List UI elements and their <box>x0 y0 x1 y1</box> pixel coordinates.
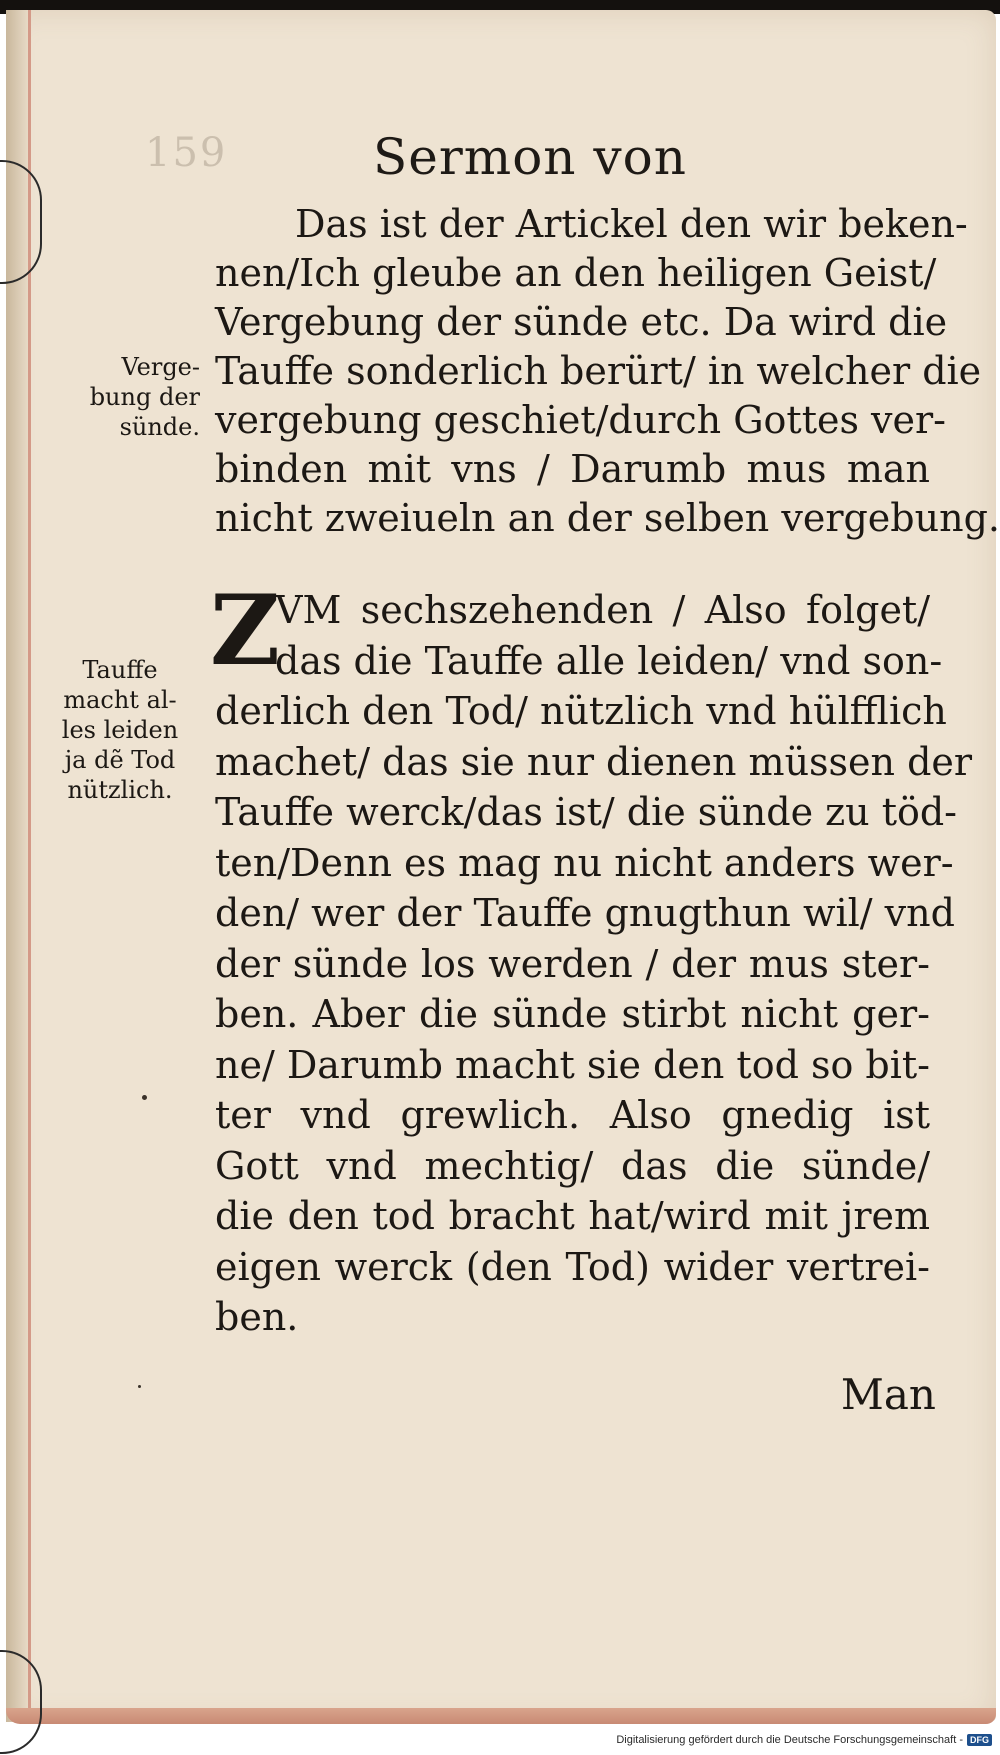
margin-note <box>50 352 200 442</box>
bleed-through-page-number: 159 <box>145 130 228 176</box>
paragraph <box>210 574 973 1343</box>
margin-note-line: Tauffe <box>82 656 158 684</box>
text-line: Tauffe sonderlich berürt/ in welcher die <box>215 349 982 393</box>
margin-note-line: les leiden <box>61 716 179 744</box>
margin-note-line: sünde. <box>119 413 200 441</box>
margin-note <box>45 655 195 805</box>
text-line: ben. <box>215 1295 299 1339</box>
margin-note-line: ja dẽ Tod <box>64 746 176 774</box>
catchword: Man <box>840 1370 936 1419</box>
text-line: Das ist der Artickel den wir beken- <box>295 202 968 246</box>
text-line: machet/ das sie nur dienen müssen der <box>215 739 973 784</box>
text-line: eigen werck (den Tod) wider vertrei- <box>215 1244 930 1289</box>
text-line: Tauffe werck/das ist/ die sünde zu töd- <box>215 790 958 834</box>
text-line: das die Tauffe alle leiden/ vnd son- <box>275 638 943 683</box>
text-line: binden mit vns / Darumb mus man <box>215 447 930 491</box>
text-line: Gott vnd mechtig/ das die sünde/ <box>215 1143 930 1188</box>
text-line: der sünde los werden / der mus ster- <box>215 941 930 986</box>
margin-note-line: nützlich. <box>67 776 173 804</box>
dfg-logo: DFG <box>967 1734 992 1746</box>
page-bottom-edge <box>6 1708 996 1724</box>
ink-speck <box>142 1095 147 1100</box>
text-line: Vergebung der sünde etc. Da wird die <box>215 300 948 344</box>
text-line: die den tod bracht hat/wird mit jrem <box>215 1194 930 1238</box>
text-line: den/ wer der Tauffe gnugthun wil/ vnd <box>215 891 955 935</box>
credit-text: Digitalisierung gefördert durch die Deutsche Forschungsgemeinschaft - <box>616 1734 963 1746</box>
text-line: ben. Aber die sünde stirbt nicht ger- <box>215 992 930 1036</box>
text-line: nicht zweiueln an der selben vergebung. <box>215 496 1000 540</box>
text-line: ten/Denn es mag nu nicht anders wer- <box>215 840 954 885</box>
text-line: ne/ Darumb macht sie den tod so bit- <box>215 1042 931 1087</box>
text-line: nen/Ich gleube an den heiligen Geist/ <box>215 251 937 295</box>
digitization-credit <box>616 1734 992 1746</box>
paragraph <box>215 200 1000 543</box>
body-text <box>210 200 1000 1343</box>
margin-note-line: macht al- <box>63 686 177 714</box>
ink-speck <box>138 1385 141 1388</box>
margin-note-line: bung der <box>89 383 200 411</box>
text-line: vergebung geschiet/durch Gottes ver- <box>215 398 946 442</box>
running-title: Sermon von <box>373 128 687 186</box>
margin-note-line: Verge- <box>121 353 200 381</box>
text-line-content: VM sechszehenden / Also folget/ <box>275 588 930 632</box>
text-line: ter vnd grewlich. Also gnedig ist <box>215 1093 930 1137</box>
drop-capital: Z <box>210 574 281 687</box>
text-line: derlich den Tod/ nützlich vnd hülfflich <box>215 689 947 733</box>
